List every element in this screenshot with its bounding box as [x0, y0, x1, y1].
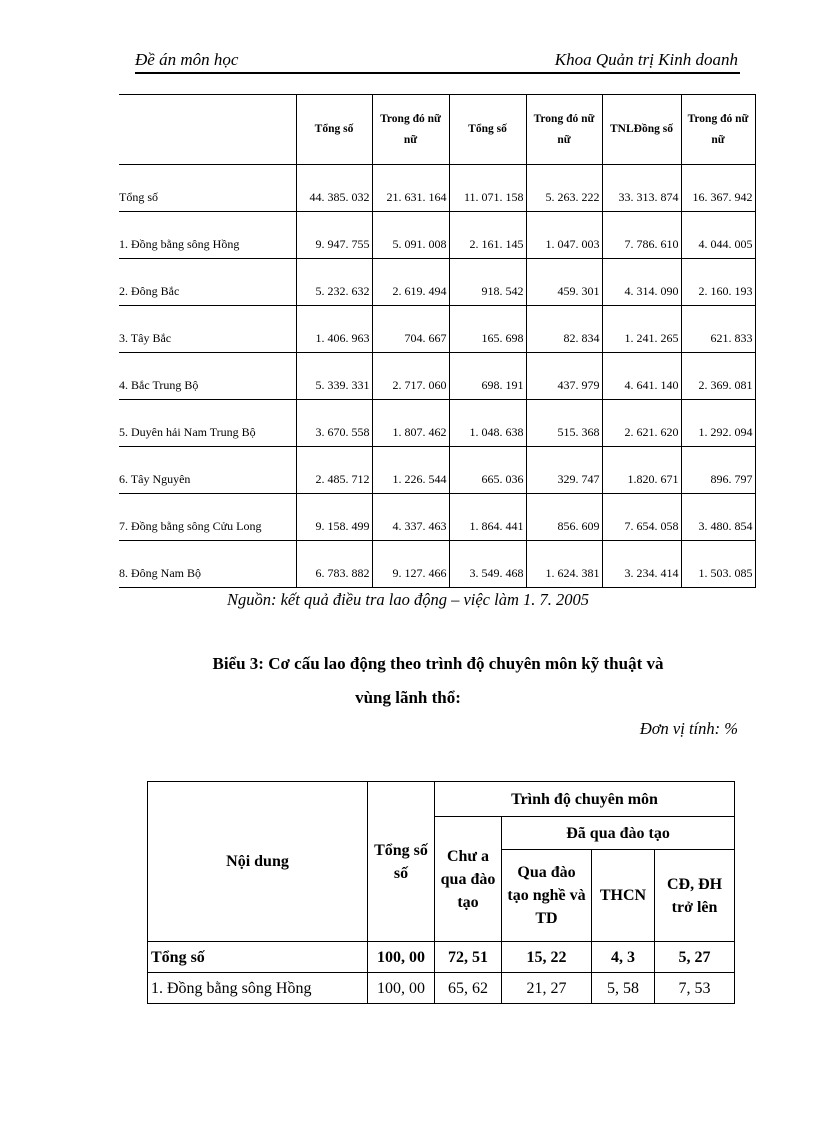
table-cell: 11. 071. 158 — [449, 165, 526, 212]
table-row — [119, 306, 755, 353]
header-cell: Tổng số — [296, 95, 372, 165]
table-cell: 3. 549. 468 — [449, 541, 526, 588]
table-cell: 72, 51 — [435, 942, 502, 973]
header-cell — [119, 95, 296, 165]
table-row — [119, 165, 755, 212]
table-cell: 918. 542 — [449, 259, 526, 306]
table-cell: 3. 234. 414 — [602, 541, 681, 588]
table-row — [119, 541, 755, 588]
chart-title-line-1: Biểu 3: Cơ cấu lao động theo trình độ chuyên môn kỹ thuật và — [212, 654, 664, 673]
table-cell: 3. 670. 558 — [296, 400, 372, 447]
table-cell: 3. 480. 854 — [681, 494, 755, 541]
table-cell: 459. 301 — [526, 259, 602, 306]
table-row — [119, 259, 755, 306]
table-cell: 100, 00 — [368, 973, 435, 1004]
header-cddh: CĐ, ĐH trở lên — [655, 850, 735, 942]
table-cell: 437. 979 — [526, 353, 602, 400]
table-row — [148, 942, 735, 973]
chart-title-line-2: vùng lãnh thổ: — [355, 688, 461, 707]
table-cell: 329. 747 — [526, 447, 602, 494]
table-cell: 5. 232. 632 — [296, 259, 372, 306]
table-cell: 5, 58 — [592, 973, 655, 1004]
table-cell: 100, 00 — [368, 942, 435, 973]
table-cell: 1. 226. 544 — [372, 447, 449, 494]
header-cell-text: Trong đó nữ nữ — [687, 112, 749, 146]
table-cell: 21, 27 — [502, 973, 592, 1004]
header-cell-text: Trong đó nữ nữ — [380, 112, 441, 146]
table-cell: 1. 406. 963 — [296, 306, 372, 353]
table-row — [119, 447, 755, 494]
table-cell: 15, 22 — [502, 942, 592, 973]
source-note: Nguồn: kết quả điều tra lao động – việc làm 1. 7. 2005 — [226, 590, 590, 609]
table-cell: 7, 53 — [655, 973, 735, 1004]
header-trinhdo: Trình độ chuyên môn — [435, 782, 735, 817]
table-row — [119, 494, 755, 541]
table-cell: 896. 797 — [681, 447, 755, 494]
table-cell: 82. 834 — [526, 306, 602, 353]
table-body — [148, 942, 735, 1004]
table-cell: 4. 641. 140 — [602, 353, 681, 400]
header-thcn: THCN — [592, 850, 655, 942]
table-header-row — [119, 95, 755, 165]
table-cell: 515. 368 — [526, 400, 602, 447]
header-cell — [681, 95, 755, 165]
table-cell: 5. 339. 331 — [296, 353, 372, 400]
table-cell: 1.820. 671 — [602, 447, 681, 494]
row-label: 5. Duyên hải Nam Trung Bộ — [119, 400, 296, 447]
table-cell: 1. 503. 085 — [681, 541, 755, 588]
header-nghe: Qua đào tạo nghề và TD — [502, 850, 592, 942]
header-noidung: Nội dung — [148, 782, 368, 942]
row-label: 4. Bắc Trung Bộ — [119, 353, 296, 400]
table-cell: 5, 27 — [655, 942, 735, 973]
row-label: 7. Đồng bằng sông Cửu Long — [119, 494, 296, 541]
table-cell: 2. 619. 494 — [372, 259, 449, 306]
row-label: Tổng số — [148, 942, 368, 973]
table-cell: 4, 3 — [592, 942, 655, 973]
table-cell: 6. 783. 882 — [296, 541, 372, 588]
row-label: Tổng số — [119, 165, 296, 212]
table-cell: 9. 158. 499 — [296, 494, 372, 541]
table-cell: 7. 786. 610 — [602, 212, 681, 259]
table-cell: 165. 698 — [449, 306, 526, 353]
table-cell: 2. 717. 060 — [372, 353, 449, 400]
page-header — [135, 48, 740, 74]
row-label: 8. Đông Nam Bộ — [119, 541, 296, 588]
table-cell: 4. 314. 090 — [602, 259, 681, 306]
table-cell: 621. 833 — [681, 306, 755, 353]
table-cell: 1. 807. 462 — [372, 400, 449, 447]
table-cell: 5. 263. 222 — [526, 165, 602, 212]
table-cell: 704. 667 — [372, 306, 449, 353]
header-daqua: Đã qua đào tạo — [502, 817, 735, 850]
table-cell: 9. 947. 755 — [296, 212, 372, 259]
table-cell: 7. 654. 058 — [602, 494, 681, 541]
table-row — [148, 973, 735, 1004]
row-label: 2. Đông Bắc — [119, 259, 296, 306]
training-structure-table — [147, 781, 735, 1004]
header-left-text: Đề án môn học — [135, 50, 239, 69]
table-cell: 33. 313. 874 — [602, 165, 681, 212]
table-cell: 2. 161. 145 — [449, 212, 526, 259]
row-label: 3. Tây Bắc — [119, 306, 296, 353]
header-right-text: Khoa Quản trị Kinh doanh — [554, 50, 738, 69]
row-label: 1. Đồng bằng sông Hồng — [119, 212, 296, 259]
header-chuaqua: Chư a qua đào tạo — [435, 817, 502, 942]
table-cell: 1. 624. 381 — [526, 541, 602, 588]
table-cell: 1. 241. 265 — [602, 306, 681, 353]
header-tongso: Tổng số số — [368, 782, 435, 942]
table-cell: 2. 369. 081 — [681, 353, 755, 400]
table-header-row — [148, 782, 735, 817]
table-cell: 2. 621. 620 — [602, 400, 681, 447]
header-cell-text: Trong đó nữ nữ — [533, 112, 595, 146]
header-cell — [526, 95, 602, 165]
row-label: 1. Đồng bằng sông Hồng — [148, 973, 368, 1004]
table-cell: 9. 127. 466 — [372, 541, 449, 588]
table-row — [119, 400, 755, 447]
table-cell: 4. 337. 463 — [372, 494, 449, 541]
table-cell: 665. 036 — [449, 447, 526, 494]
table-cell: 1. 048. 638 — [449, 400, 526, 447]
table-cell: 1. 864. 441 — [449, 494, 526, 541]
table-row — [119, 353, 755, 400]
table-body — [119, 165, 755, 588]
table-cell: 65, 62 — [435, 973, 502, 1004]
unit-label: Đơn vị tính: % — [639, 719, 738, 738]
table-cell: 856. 609 — [526, 494, 602, 541]
table-row — [119, 212, 755, 259]
table-cell: 44. 385. 032 — [296, 165, 372, 212]
table-cell: 1. 292. 094 — [681, 400, 755, 447]
table-cell: 1. 047. 003 — [526, 212, 602, 259]
header-cell: Tổng số — [449, 95, 526, 165]
labor-by-region-table — [119, 94, 756, 588]
table-cell: 2. 485. 712 — [296, 447, 372, 494]
table-cell: 4. 044. 005 — [681, 212, 755, 259]
header-cell — [372, 95, 449, 165]
table-cell: 698. 191 — [449, 353, 526, 400]
table-cell: 21. 631. 164 — [372, 165, 449, 212]
table-cell: 16. 367. 942 — [681, 165, 755, 212]
row-label: 6. Tây Nguyên — [119, 447, 296, 494]
table-cell: 5. 091. 008 — [372, 212, 449, 259]
header-cell: TNLĐồng số — [602, 95, 681, 165]
table-cell: 2. 160. 193 — [681, 259, 755, 306]
